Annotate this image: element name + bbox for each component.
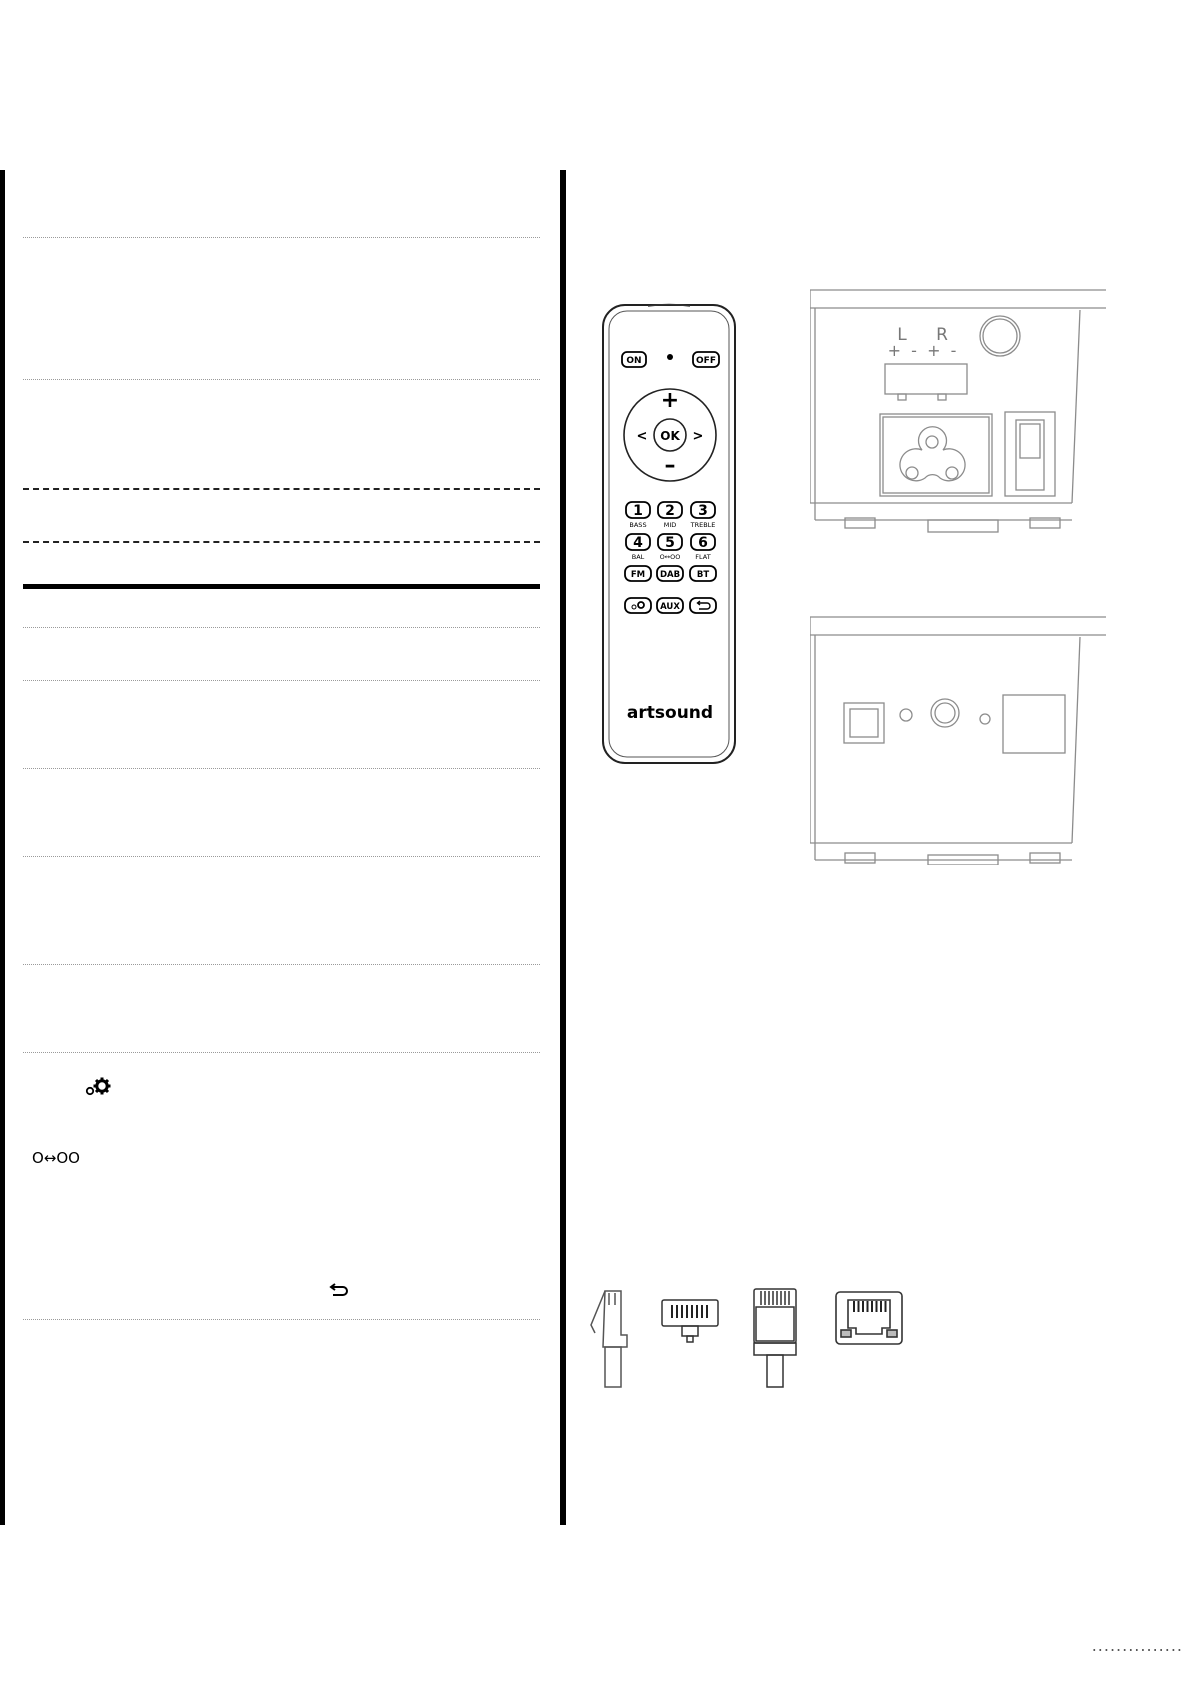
- dab-button[interactable]: [657, 566, 683, 581]
- svg-text:FM: FM: [630, 570, 646, 580]
- svg-text:OK: OK: [660, 429, 680, 443]
- svg-text:1: 1: [633, 503, 643, 519]
- svg-text:6: 6: [698, 535, 708, 551]
- separator-9: [23, 1319, 540, 1320]
- rj45-socket-icon: [834, 1290, 904, 1346]
- svg-text:+ - + -: + - + -: [887, 341, 957, 360]
- speaker-rear-top: [810, 288, 1106, 538]
- volume-down-button[interactable]: –: [664, 453, 676, 478]
- remote-control: [600, 300, 740, 770]
- treble-button[interactable]: [690, 502, 716, 529]
- svg-text:TREBLE: TREBLE: [690, 521, 716, 529]
- bt-button[interactable]: [690, 566, 716, 581]
- svg-text:ON: ON: [626, 356, 642, 366]
- svg-text:5: 5: [665, 535, 675, 551]
- fm-button[interactable]: [625, 566, 651, 581]
- svg-text:4: 4: [633, 535, 643, 551]
- dashed-separator-2: [23, 541, 540, 543]
- dashed-separator-1: [23, 488, 540, 490]
- svg-text:3: 3: [698, 503, 708, 519]
- separator-2: [23, 379, 540, 380]
- right-button[interactable]: >: [692, 429, 704, 444]
- aux-button[interactable]: [657, 598, 683, 613]
- svg-text:FLAT: FLAT: [695, 553, 711, 561]
- svg-text:L: L: [897, 325, 907, 345]
- separator-8: [23, 1052, 540, 1053]
- svg-text:R: R: [936, 325, 948, 345]
- settings-button[interactable]: [625, 598, 651, 613]
- rj45-plug-front-icon: [660, 1296, 720, 1346]
- brand-logo: artsound: [626, 703, 714, 723]
- separator-1: [23, 237, 540, 238]
- separator-4: [23, 680, 540, 681]
- volume-up-button[interactable]: +: [660, 388, 680, 413]
- separator-3: [23, 627, 540, 628]
- section-divider: [23, 584, 540, 589]
- left-border: [0, 170, 5, 1525]
- svg-text:BT: BT: [696, 570, 710, 580]
- svg-text:BASS: BASS: [629, 521, 647, 529]
- svg-text:AUX: AUX: [660, 602, 680, 612]
- on-button[interactable]: [622, 352, 646, 367]
- separator-7: [23, 964, 540, 965]
- back-button[interactable]: [690, 598, 716, 613]
- page-number-dots: ...............: [1091, 1636, 1183, 1655]
- mono-stereo-button[interactable]: [658, 534, 682, 561]
- back-icon: [327, 1283, 349, 1299]
- speaker-rear-bottom: [810, 615, 1106, 865]
- dpad: [624, 388, 716, 481]
- separator-6: [23, 856, 540, 857]
- column-divider: [560, 170, 566, 1525]
- svg-text:MID: MID: [663, 521, 677, 529]
- svg-text:BAL: BAL: [631, 553, 645, 561]
- bass-button[interactable]: [626, 502, 650, 529]
- left-button[interactable]: <: [636, 429, 648, 444]
- rj45-plug-side-icon: [587, 1285, 639, 1390]
- mono-stereo-symbol: O↔OO: [32, 1149, 80, 1167]
- off-button[interactable]: [693, 352, 719, 367]
- svg-text:2: 2: [665, 503, 675, 519]
- ok-button[interactable]: [654, 419, 686, 451]
- svg-text:OFF: OFF: [696, 356, 716, 366]
- rj45-plug-top-icon: [750, 1285, 800, 1390]
- separator-5: [23, 768, 540, 769]
- settings-icon: [84, 1076, 112, 1098]
- svg-text:DAB: DAB: [659, 570, 681, 580]
- svg-text:O↔OO: O↔OO: [659, 553, 681, 561]
